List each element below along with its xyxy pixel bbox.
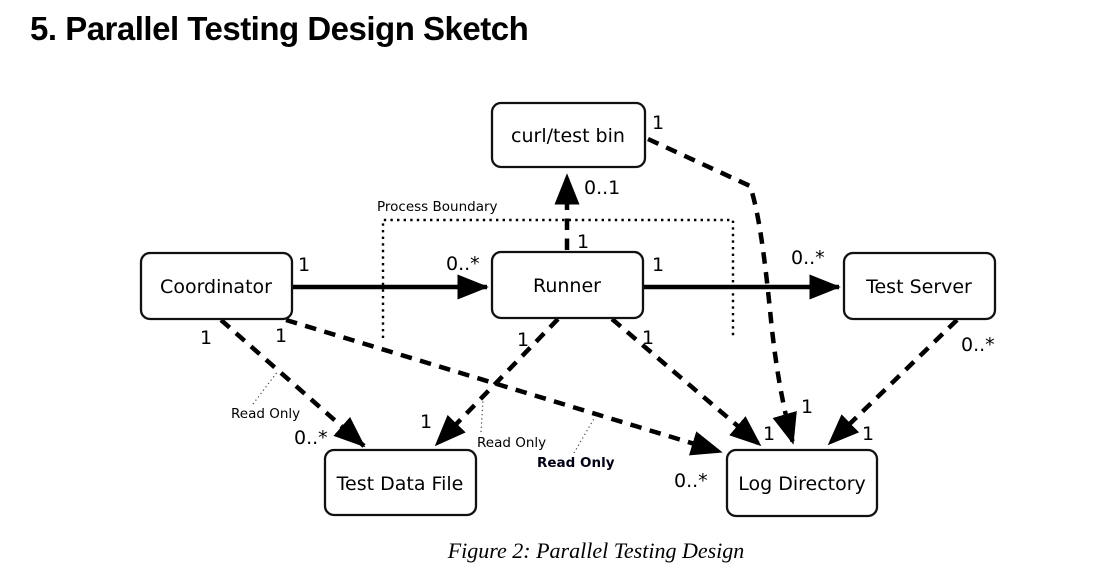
mult-runner-curl-bin-source: 1 bbox=[577, 231, 590, 253]
node-curl-test-bin bbox=[492, 103, 645, 167]
leader-read-only-coordinator-test-data bbox=[253, 371, 278, 404]
mult-coordinator-test-data-source: 1 bbox=[200, 327, 213, 349]
mult-runner-log-dir-source: 1 bbox=[642, 327, 655, 349]
edge-coordinator-log-dir bbox=[286, 320, 721, 452]
edge-curl-bin-log-dir bbox=[648, 139, 793, 443]
leader-read-only-runner-test-data bbox=[481, 400, 483, 432]
figure-caption: Figure 2: Parallel Testing Design bbox=[447, 538, 745, 563]
read-only-label-runner-test-data: Read Only bbox=[477, 435, 547, 451]
node-log-directory-label: Log Directory bbox=[738, 473, 866, 495]
node-coordinator-label: Coordinator bbox=[160, 276, 272, 298]
mult-runner-curl-bin-target: 0..1 bbox=[584, 177, 621, 199]
mult-coordinator-runner-target: 0..* bbox=[446, 253, 480, 275]
edge-runner-test-data bbox=[436, 319, 558, 445]
mult-coordinator-log-dir-source: 1 bbox=[275, 325, 288, 347]
node-runner bbox=[492, 252, 643, 318]
node-test-server bbox=[844, 253, 995, 319]
process-boundary-label: Process Boundary bbox=[377, 199, 498, 215]
mult-curl-bin-log-dir-source: 1 bbox=[652, 112, 665, 134]
mult-runner-test-data-source: 1 bbox=[517, 329, 530, 351]
node-log-directory bbox=[727, 450, 877, 516]
mult-runner-test-server-target: 0..* bbox=[791, 247, 825, 269]
mult-runner-test-server-source: 1 bbox=[652, 254, 665, 276]
mult-test-server-log-dir-target: 1 bbox=[862, 423, 875, 445]
mult-coordinator-runner-source: 1 bbox=[298, 254, 311, 276]
read-only-label-coordinator-test-data: Read Only bbox=[231, 406, 301, 422]
node-coordinator bbox=[141, 253, 292, 319]
read-only-label-coordinator-log-dir: Read Only bbox=[537, 455, 615, 471]
node-test-server-label: Test Server bbox=[866, 276, 972, 298]
edge-coordinator-test-data bbox=[221, 320, 364, 446]
mult-test-server-log-dir-source: 0..* bbox=[961, 334, 995, 356]
mult-coordinator-log-dir-target: 0..* bbox=[674, 470, 708, 492]
node-curl-test-bin-label: curl/test bin bbox=[511, 125, 625, 147]
mult-curl-bin-log-dir-target: 1 bbox=[801, 396, 814, 418]
leader-read-only-coordinator-log-dir bbox=[574, 417, 595, 453]
mult-runner-log-dir-target: 1 bbox=[763, 423, 776, 445]
node-test-data-file-label: Test Data File bbox=[336, 473, 464, 495]
mult-coordinator-test-data-target: 0..* bbox=[294, 427, 328, 449]
mult-runner-test-data-target: 1 bbox=[420, 411, 433, 433]
node-test-data-file bbox=[325, 450, 476, 515]
node-runner-label: Runner bbox=[533, 275, 601, 297]
section-heading: 5. Parallel Testing Design Sketch bbox=[30, 10, 529, 47]
edge-test-server-log-dir bbox=[829, 320, 957, 444]
